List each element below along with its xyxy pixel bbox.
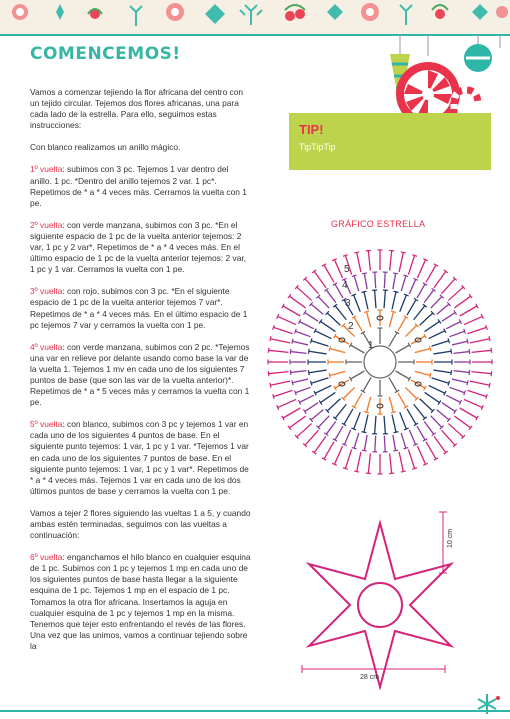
stitch-mark: [295, 331, 310, 336]
star-outline: [309, 523, 451, 687]
stitch-mark: [399, 452, 403, 472]
stitch-top: [308, 349, 309, 354]
step-label: 4º vuelta: [30, 341, 63, 352]
stitch-mark: [309, 351, 327, 354]
paragraph-text: : con verde manzana, subimos con 2 pc. *Tejemos una var en relieve por delante usando como base la var de la vuelta 1. Tejemos 1 mv en cada uno de los siguientes 7 puntos de base (que son las var de la vuelta anterior)*. Repetimos de * a * 5 veces más y cerramos la vuelta con 1 pe.: [30, 341, 250, 408]
stitch-mark: [311, 378, 328, 383]
step-label: 1º vuelta: [30, 164, 63, 175]
stitch-top: [393, 273, 398, 274]
stitch-mark: [375, 290, 376, 308]
stitch-mark: [415, 371, 430, 375]
stitch-top: [273, 394, 275, 399]
tip-box: [289, 113, 491, 170]
stitch-mark: [415, 349, 430, 353]
instructions: [30, 87, 252, 663]
stitch-mark: [314, 271, 326, 287]
stitch-mark: [283, 306, 300, 316]
stitch-top: [469, 349, 470, 354]
stitch-mark: [405, 325, 416, 336]
stitch-top: [351, 294, 356, 296]
stitch-mark: [357, 452, 361, 472]
stitch-mark: [335, 426, 343, 440]
stitch-mark: [321, 392, 336, 402]
stitch-top: [362, 432, 367, 433]
stitch-mark: [314, 436, 326, 452]
stitch-mark: [315, 331, 331, 339]
stitch-mark: [367, 312, 371, 327]
stitch-mark: [335, 380, 349, 388]
round-label: 4: [342, 280, 348, 291]
paragraph-text: : subimos con 3 pc. Tejemos 1 var dentro del anillo. 1 pc. *Dentro del anillo tejemos 2 var. 1 pc*. Repetimos de * a * 4 veces más. Cerramos la vuelta con 1 pe.: [30, 164, 247, 208]
stitch-top: [295, 329, 297, 334]
stitch-mark: [368, 251, 370, 271]
stitch-mark: [334, 446, 342, 464]
stitch-mark: [446, 322, 460, 329]
tip-text: TipTipTip: [299, 142, 336, 152]
stitch-top: [364, 412, 369, 413]
stitch-top: [295, 390, 297, 395]
stitch-top: [364, 311, 369, 312]
stitch-mark: [411, 380, 425, 388]
stitch-mark: [389, 397, 393, 412]
stitch-mark: [321, 321, 336, 331]
stitch-top: [448, 338, 449, 343]
stitch-mark: [400, 295, 407, 312]
stitch-mark: [434, 271, 446, 287]
stitch-mark: [407, 300, 416, 316]
stitch-mark: [318, 297, 329, 309]
stitch-top: [412, 468, 417, 470]
stitch-mark: [417, 260, 425, 278]
stitch-mark: [425, 321, 440, 331]
stitch-mark: [345, 449, 351, 468]
christmas-pattern-icon: [0, 0, 510, 34]
stitch-mark: [300, 322, 314, 329]
stitch-top: [268, 348, 269, 353]
stitch-top: [467, 380, 468, 385]
stitch-top: [310, 381, 311, 386]
stitch-mark: [471, 372, 491, 374]
stitch-mark: [467, 390, 486, 396]
stitch-mark: [424, 421, 434, 434]
crochet-chart: [258, 234, 502, 490]
stitch-mark: [425, 392, 440, 402]
paragraph: [30, 164, 252, 208]
stitch-mark: [392, 415, 396, 433]
stitch-top: [310, 338, 311, 343]
stitch-mark: [384, 272, 385, 288]
stitch-mark: [330, 349, 345, 353]
stitch-top: [354, 471, 359, 472]
stitch-mark: [426, 442, 436, 459]
stitch-mark: [471, 350, 491, 352]
stitch-mark: [311, 410, 323, 420]
stitch-mark: [354, 317, 362, 331]
stitch-mark: [400, 412, 407, 429]
stitch-mark: [343, 387, 354, 398]
stitch-top: [469, 370, 470, 375]
stitch-top: [401, 471, 406, 472]
stitch-mark: [270, 339, 290, 343]
stitch-mark: [442, 313, 455, 322]
stitch-mark: [470, 339, 490, 343]
stitch-mark: [300, 395, 314, 402]
width-label: 28 cm: [360, 674, 380, 681]
stitch-mark: [450, 387, 465, 392]
step-label: 3º vuelta: [30, 286, 63, 297]
stitch-mark: [409, 279, 415, 294]
stitch-mark: [384, 436, 385, 452]
round-label: 3: [345, 298, 351, 309]
stitch-top: [292, 339, 293, 344]
stitch-top: [451, 370, 452, 375]
round-label: 1: [368, 340, 374, 351]
stitch-mark: [351, 371, 365, 379]
stitch-mark: [292, 341, 308, 345]
stitch-mark: [368, 453, 370, 473]
stitch-top: [464, 329, 466, 334]
stitch-mark: [311, 304, 323, 314]
stitch-mark: [291, 371, 307, 373]
stitch-top: [290, 349, 291, 354]
stitch-mark: [453, 371, 469, 373]
stitch-top: [401, 252, 406, 253]
paragraph-text: : con blanco, subimos con 3 pc y tejemos 1 var en cada uno de los siguientes 4 puntos de base. En el siguiente punto tejemos: 1 var, 1 pc y 1 var. *Tejemos 1 var en cada uno de los siguientes 7 puntos de base. En el siguiente punto tejemos: 1 var, 1 pc y 1 var*. Repetimos de * a * 4 veces más. Tejemos 1 var en cada uno de los dos últimos puntos de base y cerramos la vuelta con 1 pe.: [30, 419, 249, 496]
stitch-top: [351, 428, 356, 430]
stitch-mark: [291, 352, 307, 354]
step-label: 2º vuelta: [30, 219, 63, 230]
stitch-mark: [292, 379, 308, 383]
star-diagram: [290, 505, 500, 690]
stitch-mark: [289, 416, 305, 428]
stitch-mark: [273, 327, 292, 333]
stitch-mark: [432, 378, 449, 383]
stitch-mark: [396, 345, 410, 353]
stitch-top: [448, 381, 449, 386]
tip-title: TIP!: [299, 122, 324, 137]
stitch-mark: [278, 399, 296, 407]
stitch-top: [467, 339, 468, 344]
stitch-top: [329, 373, 330, 378]
stitch-top: [486, 325, 488, 330]
center-circle: [358, 583, 402, 627]
stitch-mark: [401, 433, 406, 448]
stitch-mark: [326, 421, 336, 434]
stitch-mark: [364, 435, 367, 451]
stitch-mark: [437, 410, 449, 420]
stitch-top: [362, 291, 367, 292]
stitch-top: [366, 250, 371, 251]
stitch-mark: [454, 296, 470, 308]
stitch-top: [389, 473, 394, 474]
stitch-top: [430, 373, 431, 378]
round-label: 2: [348, 321, 354, 332]
paragraph: [30, 142, 252, 153]
stitch-mark: [326, 290, 336, 303]
stitch-top: [403, 448, 408, 449]
stitch-mark: [460, 306, 477, 316]
paragraph-text: Con blanco realizamos un anillo mágico.: [30, 142, 181, 153]
stitch-mark: [398, 317, 406, 331]
stitch-mark: [460, 408, 477, 418]
stitch-mark: [431, 297, 442, 309]
stitch-mark: [453, 352, 469, 354]
stitch-mark: [437, 304, 449, 314]
stitch-mark: [399, 252, 403, 272]
stitch-mark: [334, 260, 342, 278]
stitch-mark: [269, 372, 289, 374]
stitch-mark: [283, 408, 300, 418]
stitch-mark: [452, 379, 468, 383]
stitch-top: [308, 370, 309, 375]
round-label: 5: [344, 264, 350, 275]
stitch-mark: [344, 409, 353, 425]
stitch-mark: [393, 273, 396, 289]
stitch-mark: [442, 279, 455, 294]
paragraph-text: : enganchamos el hilo blanco en cualquier esquina de 1 pc. Subimos con 1 pc y tejemos 1 mp en cada uno de los siguientes puntos de base hasta llegar a la siguiente esquina de 1 pc. Tejemos 1 mp en el espacio de 1 pc. Tomamos la otra flor africana. Insertamos la aguja en cualquier esquina de 1 pc y tejemos 1 mp en la misma. Tenemos que tejer esto enfrentando el revés de las flores. Una vez que las unimos, vamos a continuar tejiendo sobre la: [30, 552, 251, 651]
stitch-mark: [414, 404, 425, 418]
stitch-top: [362, 273, 367, 274]
paragraph: [30, 419, 252, 497]
stitch-mark: [429, 331, 445, 339]
stitch-mark: [392, 292, 396, 310]
paragraph-text: : con verde manzana, subimos con 3 pc. *En el siguiente espacio de 1 pc de la vuelta anterior tejemos: 2 var, 1 pc y 2 var*. Repetimos de * a * 4 veces más. En el último espacio de 1 pc de la vuelta anterior tejemos: 2 var, 1 pc y 1 var. Cerramos la vuelta con 1 pe.: [30, 219, 247, 275]
stitch-mark: [363, 378, 371, 392]
paragraph-text: Vamos a comenzar tejiendo la flor africana del centro con un tejido circular. Tejemos dos flores africanas, una para cada lado de la estrella. Para ello, seguimos estas instrucciones:: [30, 87, 244, 131]
stitch-top: [352, 275, 357, 276]
stitch-mark: [354, 393, 362, 407]
stitch-mark: [452, 341, 468, 345]
stitch-mark: [411, 336, 425, 344]
paragraph-text: : con rojo, subimos con 3 pc. *En el siguiente espacio de 1 pc de la vuelta anterior tejemos 7 var*. Repetimos de * a * 4 veces más. En el último espacio de 1 pc tejemos 7 var y cerramos la vuelta con 1 pe.: [30, 286, 248, 330]
stitch-top: [273, 325, 275, 330]
stitch-top: [292, 380, 293, 385]
stitch-mark: [470, 381, 490, 385]
height-label: 10 cm: [447, 528, 454, 548]
stitch-top: [366, 473, 371, 474]
stitch-mark: [270, 381, 290, 385]
stitch-top: [412, 255, 417, 257]
header-banner: [0, 0, 510, 36]
stitch-mark: [464, 316, 482, 324]
stitch-mark: [311, 341, 328, 346]
stitch-mark: [467, 327, 486, 333]
stitch-mark: [442, 430, 455, 445]
stitch-mark: [315, 385, 331, 393]
stitch-mark: [431, 416, 442, 428]
stitch-top: [393, 450, 398, 451]
stitch-mark: [393, 435, 396, 451]
stitch-top: [389, 250, 394, 251]
stitch-top: [403, 275, 408, 276]
stitch-mark: [309, 370, 327, 373]
stitch-mark: [448, 287, 463, 300]
paragraph: [30, 342, 252, 409]
stitch-mark: [344, 430, 350, 445]
stitch-top: [343, 255, 348, 257]
stitch-top: [354, 252, 359, 253]
stitch-mark: [354, 412, 361, 429]
stitch-mark: [273, 390, 292, 396]
paragraph: [30, 286, 252, 330]
stitch-mark: [297, 287, 312, 300]
stitch-mark: [367, 397, 371, 412]
stitch-mark: [295, 387, 310, 392]
stitch-top: [430, 346, 431, 351]
stitch-mark: [289, 296, 305, 308]
stitch-mark: [305, 403, 318, 412]
paragraph: [30, 87, 252, 131]
stitch-top: [391, 412, 396, 413]
stitch-mark: [417, 284, 425, 298]
stitch-mark: [450, 331, 465, 336]
stitch-top: [394, 432, 399, 433]
paragraph-text: Vamos a tejer 2 flores siguiendo las vueltas 1 a 5, y cuando ambas estén terminadas, seguimos con las vueltas a continuación:: [30, 507, 251, 541]
stitch-mark: [354, 276, 359, 291]
stitch-mark: [375, 272, 376, 288]
stitch-mark: [357, 252, 361, 272]
stitch-mark: [354, 433, 359, 448]
stitch-mark: [420, 399, 433, 411]
stitch-top: [491, 348, 492, 353]
stitch-mark: [398, 393, 406, 407]
stitch-mark: [396, 371, 410, 379]
footer-rule: [0, 710, 510, 712]
stitch-mark: [330, 371, 345, 375]
stitch-mark: [414, 306, 425, 320]
stitch-mark: [390, 453, 392, 473]
stitch-mark: [454, 416, 470, 428]
stitch-top: [394, 291, 399, 292]
paragraph: [30, 508, 252, 541]
stitch-mark: [305, 313, 318, 322]
step-label: 5º vuelta: [30, 419, 63, 430]
stitch-mark: [389, 378, 397, 392]
stitch-mark: [354, 295, 361, 312]
page-title: COMENCEMOS!: [30, 44, 181, 64]
stitch-mark: [448, 424, 463, 437]
stitch-mark: [305, 430, 318, 445]
stitch-mark: [429, 385, 445, 393]
stitch-mark: [446, 395, 460, 402]
stitch-top: [270, 336, 271, 341]
stitch-mark: [417, 446, 425, 464]
stitch-mark: [407, 409, 416, 425]
stitch-mark: [433, 351, 451, 354]
stitch-top: [464, 390, 466, 395]
stitch-mark: [420, 313, 433, 325]
stitch-mark: [464, 399, 482, 407]
stitch-top: [352, 448, 357, 449]
chart-title: GRÁFICO ESTRELLA: [331, 219, 426, 229]
stitch-top: [404, 294, 409, 296]
stitch-mark: [426, 265, 436, 282]
stitch-top: [268, 371, 269, 376]
stitch-mark: [351, 345, 365, 353]
stitch-mark: [364, 292, 368, 310]
stitch-mark: [335, 404, 346, 418]
stitch-mark: [269, 350, 289, 352]
stitch-top: [491, 371, 492, 376]
stitch-mark: [389, 312, 393, 327]
stitch-mark: [278, 316, 296, 324]
stitch-top: [329, 346, 330, 351]
stitch-mark: [384, 416, 385, 434]
stitch-mark: [375, 436, 376, 452]
stitch-mark: [297, 424, 312, 437]
stitch-top: [451, 349, 452, 354]
stitch-top: [362, 450, 367, 451]
paragraph: [30, 220, 252, 275]
stitch-top: [343, 468, 348, 470]
stitch-mark: [327, 313, 340, 325]
stitch-mark: [442, 403, 455, 412]
stitch-mark: [335, 336, 349, 344]
stitch-mark: [401, 276, 406, 291]
stitch-mark: [417, 426, 425, 440]
stitch-mark: [434, 436, 446, 452]
paragraph: [30, 552, 252, 652]
stitch-mark: [364, 415, 368, 433]
stitch-mark: [432, 341, 449, 346]
stitch-mark: [327, 399, 340, 411]
stitch-mark: [375, 416, 376, 434]
stitch-top: [486, 394, 488, 399]
stitch-mark: [408, 449, 414, 468]
stitch-mark: [324, 442, 334, 459]
step-label: 6º vuelta: [30, 552, 63, 563]
stitch-mark: [424, 290, 434, 303]
stitch-mark: [324, 265, 334, 282]
stitch-mark: [389, 333, 397, 347]
stitch-mark: [405, 387, 416, 398]
stitch-mark: [409, 430, 415, 445]
stitch-mark: [433, 370, 451, 373]
stitch-mark: [305, 279, 318, 294]
stitch-top: [290, 370, 291, 375]
stitch-mark: [408, 255, 414, 274]
snowflake-icon: [472, 692, 502, 716]
stitch-mark: [384, 290, 385, 308]
stitch-mark: [364, 273, 367, 289]
stitch-mark: [318, 416, 329, 428]
stitch-mark: [390, 251, 392, 271]
stitch-top: [391, 311, 396, 312]
stitch-top: [404, 428, 409, 430]
stitch-top: [270, 383, 271, 388]
stitch-top: [489, 383, 490, 388]
stitch-top: [489, 336, 490, 341]
